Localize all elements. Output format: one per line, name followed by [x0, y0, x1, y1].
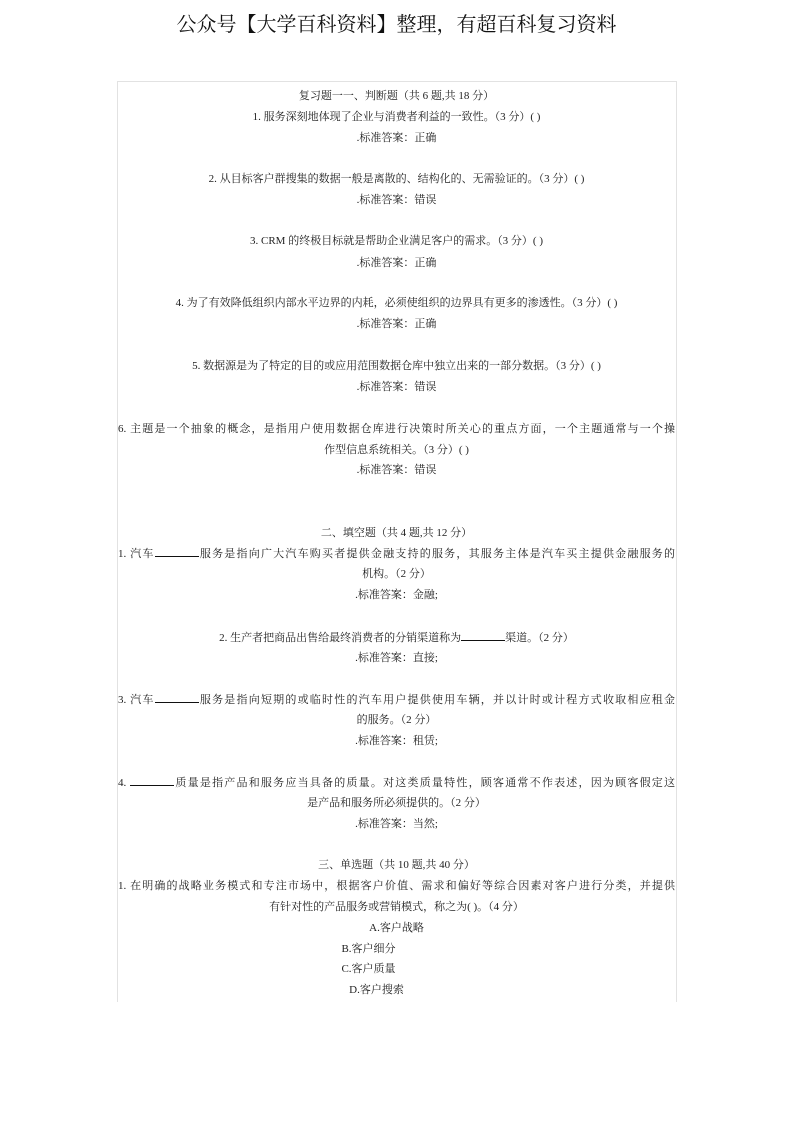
text-segment: 2. 从目标客户群搜集的数据一般是离散的、结构化的、无需验证的。（3 分）( ) [208, 173, 585, 185]
text-line [118, 317, 675, 331]
text-segment: .标准答案：正确 [356, 318, 437, 330]
text-segment: .标准答案：金融; [355, 589, 438, 601]
fill-in-blank [155, 692, 199, 703]
text-segment: 服务是指向短期的或临时性的汽车用户提供使用车辆，并以计时或计程方式收取相应租金 [198, 694, 676, 706]
text-line [118, 359, 675, 373]
text-segment: B.客户细分 [341, 943, 396, 955]
text-line [118, 234, 675, 248]
text-segment: 渠道。（2 分） [505, 632, 574, 644]
text-line [118, 796, 675, 810]
text-line [118, 89, 675, 103]
text-line [118, 110, 675, 124]
text-line [118, 775, 675, 790]
text-segment: 是产品和服务所必须提供的。（2 分） [307, 797, 486, 809]
text-segment: 的服务。（2 分） [356, 714, 437, 726]
text-line [118, 651, 675, 665]
text-segment: .标准答案：错误 [356, 381, 437, 393]
text-segment: 1. 汽车 [118, 548, 155, 560]
text-line [118, 296, 675, 310]
text-segment: 有针对性的产品服务或营销模式，称之为( )。（4 分） [269, 901, 524, 913]
text-line [118, 567, 675, 581]
text-line [118, 131, 675, 145]
text-segment: 2. 生产者把商品出售给最终消费者的分销渠道称为 [219, 632, 462, 644]
text-line [118, 526, 675, 540]
text-segment: .标准答案：当然; [355, 818, 438, 830]
text-segment: 4. 为了有效降低组织内部水平边界的内耗，必须使组织的边界具有更多的渗透性。（3 分）( ) [175, 297, 618, 309]
text-line [118, 546, 675, 561]
text-line [118, 193, 675, 207]
text-segment: 6. 主题是一个抽象的概念，是指用户使用数据仓库进行决策时所关心的重点方面，一个主题通常与一个操 [118, 423, 675, 435]
text-segment: C.客户质量 [341, 963, 396, 975]
text-line [118, 380, 675, 394]
text-line [118, 879, 675, 893]
fill-in-blank [130, 775, 174, 786]
text-line [118, 172, 675, 186]
text-line [90, 962, 647, 976]
text-line [90, 942, 647, 956]
page-header: 公众号【大学百科资料】整理，有超百科复习资料 [176, 12, 617, 36]
text-segment: .标准答案：正确 [356, 257, 437, 269]
text-line [118, 463, 675, 477]
fill-in-blank [461, 630, 505, 641]
text-segment: 服务是指向广大汽车购买者提供金融支持的服务，其服务主体是汽车买主提供金融服务的 [198, 548, 676, 560]
text-line [118, 443, 675, 457]
text-segment: .标准答案：租赁; [355, 735, 438, 747]
text-segment: .标准答案：错误 [356, 194, 437, 206]
text-segment: 1. 服务深刻地体现了企业与消费者利益的一致性。（3 分）( ) [252, 111, 541, 123]
text-segment: 作型信息系统相关。（3 分）( ) [324, 444, 469, 456]
text-segment: 质量是指产品和服务应当具备的质量。对这类质量特性，顾客通常不作表述，因为顾客假定这 [174, 777, 676, 789]
text-line [118, 817, 675, 831]
text-segment: 1. 在明确的战略业务模式和专注市场中，根据客户价值、需求和偏好等综合因素对客户进行分类，并提供 [118, 880, 675, 892]
text-line [118, 630, 675, 645]
text-segment: .标准答案：直接; [355, 652, 438, 664]
text-line [118, 692, 675, 707]
text-segment: 三、单选题（共 10 题,共 40 分） [318, 859, 475, 871]
text-segment: 5. 数据源是为了特定的目的或应用范围数据仓库中独立出来的一部分数据。（3 分）( ) [192, 360, 601, 372]
text-line [118, 256, 675, 270]
text-line [118, 588, 675, 602]
text-line [118, 921, 675, 935]
text-segment: 3. CRM 的终极目标就是帮助企业满足客户的需求。（3 分）( ) [249, 235, 544, 247]
text-line [118, 858, 675, 872]
text-segment: .标准答案：错误 [356, 464, 437, 476]
text-line [118, 900, 675, 914]
text-line [118, 422, 675, 436]
text-segment: 3. 汽车 [118, 694, 155, 706]
text-line [118, 713, 675, 727]
fill-in-blank [155, 546, 199, 557]
text-segment: D.客户搜索 [349, 984, 404, 996]
text-segment: 二、填空题（共 4 题,共 12 分） [320, 527, 473, 539]
text-segment: 复习题一一、判断题（共 6 题,共 18 分） [298, 90, 495, 102]
text-segment: A.客户战略 [369, 922, 424, 934]
text-line [98, 983, 655, 997]
text-segment: .标准答案：正确 [356, 132, 437, 144]
text-segment: 4. [118, 777, 131, 789]
text-segment: 机构。（2 分） [362, 568, 431, 580]
text-line [118, 734, 675, 748]
